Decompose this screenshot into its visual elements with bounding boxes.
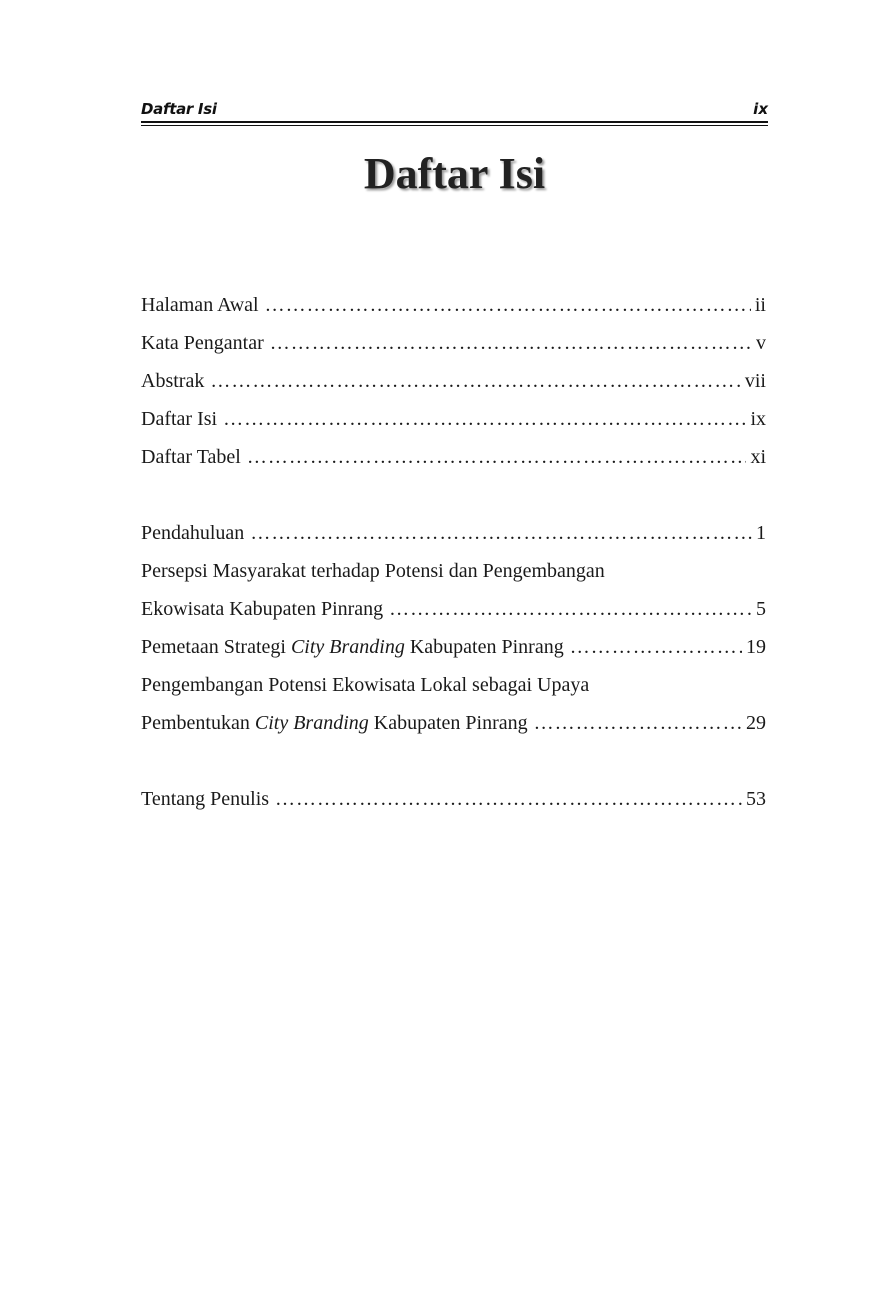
toc-entry-label: Pengembangan Potensi Ekowisata Lokal sebagai Upaya bbox=[141, 674, 590, 696]
toc-label-italic: City Branding bbox=[254, 712, 369, 734]
toc-entry-page: xi bbox=[750, 446, 766, 468]
toc-entry-pendahuluan[interactable] bbox=[141, 518, 766, 548]
toc-entry-page: ii bbox=[754, 294, 766, 316]
toc-entry-label: Tentang Penulis bbox=[141, 788, 270, 810]
toc-leader-dots bbox=[534, 708, 742, 738]
toc-entry-label: Daftar Isi bbox=[141, 408, 218, 430]
toc-leader-dots bbox=[265, 290, 751, 320]
running-header-page-number: ix bbox=[753, 100, 768, 118]
toc-entry-abstrak[interactable] bbox=[141, 366, 766, 396]
toc-entry-label: Abstrak bbox=[141, 370, 205, 392]
toc-entry-pengembangan[interactable] bbox=[141, 708, 766, 738]
toc-leader-dots bbox=[247, 442, 747, 472]
toc-entry-halaman-awal[interactable] bbox=[141, 290, 766, 320]
toc-label-part: Kabupaten Pinrang bbox=[368, 712, 528, 734]
toc-entry-page: 29 bbox=[746, 712, 766, 734]
toc-entry-label bbox=[141, 632, 570, 662]
toc-entry-persepsi-line1[interactable] bbox=[141, 556, 766, 586]
toc-entry-kata-pengantar[interactable] bbox=[141, 328, 766, 358]
toc-entry-persepsi[interactable] bbox=[141, 594, 766, 624]
header-rule-thin bbox=[141, 125, 768, 126]
page-title: Daftar Isi bbox=[363, 149, 546, 198]
toc-entry-page: 1 bbox=[756, 522, 766, 544]
toc-entry-label: Halaman Awal bbox=[141, 294, 259, 316]
toc-entry-label: Pendahuluan bbox=[141, 522, 245, 544]
toc-leader-dots bbox=[250, 518, 752, 548]
toc-leader-dots bbox=[570, 632, 742, 662]
toc-entry-label: Ekowisata Kabupaten Pinrang bbox=[141, 598, 384, 620]
toc-leader-dots bbox=[275, 784, 742, 814]
toc-entry-label: Daftar Tabel bbox=[141, 446, 241, 468]
header-rule-thick bbox=[141, 121, 768, 123]
toc-entry-page: 53 bbox=[746, 788, 766, 810]
toc-entry-label: Persepsi Masyarakat terhadap Potensi dan Pengembangan bbox=[141, 560, 605, 582]
toc-entry-tentang-penulis[interactable] bbox=[141, 784, 766, 814]
toc-entry-label bbox=[141, 708, 534, 738]
toc-leader-dots bbox=[223, 404, 746, 434]
running-header bbox=[141, 100, 768, 120]
toc-entry-page: 19 bbox=[746, 636, 766, 658]
toc-label-italic: City Branding bbox=[290, 636, 405, 658]
toc-entry-label: Kata Pengantar bbox=[141, 332, 264, 354]
toc-entry-page: 5 bbox=[756, 598, 766, 620]
toc-entry-page: v bbox=[756, 332, 766, 354]
toc-entry-pemetaan-strategi[interactable] bbox=[141, 632, 766, 662]
toc-entry-pengembangan-line1[interactable] bbox=[141, 670, 766, 700]
toc-label-part: Pemetaan Strategi bbox=[141, 636, 291, 658]
running-header-section: Daftar Isi bbox=[141, 100, 217, 118]
toc-label-part: Kabupaten Pinrang bbox=[404, 636, 564, 658]
toc-entry-daftar-isi[interactable] bbox=[141, 404, 766, 434]
toc-entry-page: vii bbox=[744, 370, 766, 392]
toc-leader-dots bbox=[270, 328, 752, 358]
toc-leader-dots bbox=[389, 594, 752, 624]
toc-label-part: Pembentukan bbox=[141, 712, 255, 734]
toc-leader-dots bbox=[210, 366, 741, 396]
toc-entry-daftar-tabel[interactable] bbox=[141, 442, 766, 472]
toc-entry-page: ix bbox=[750, 408, 766, 430]
